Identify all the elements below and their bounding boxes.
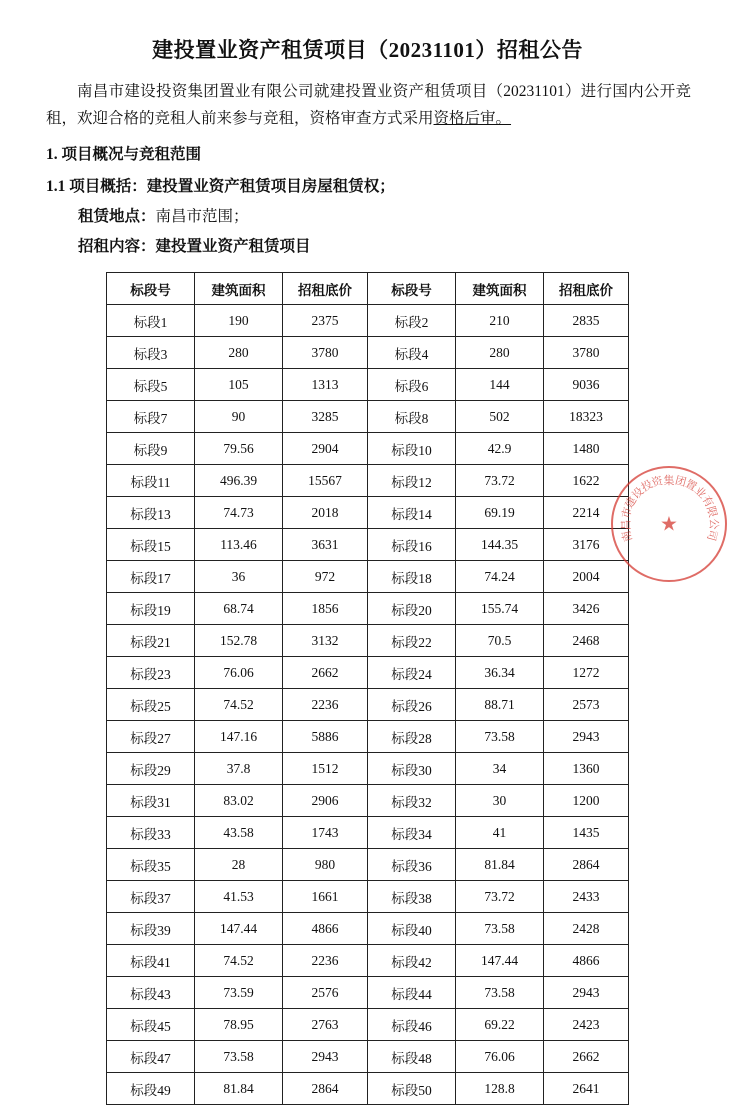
table-row (107, 1009, 629, 1041)
seal-char: 设 (630, 484, 648, 502)
column-header-price-1: 招租底价 (283, 273, 368, 305)
cell-area: 147.44 (195, 913, 283, 945)
table-row (107, 369, 629, 401)
cell-lot: 标段7 (107, 401, 195, 433)
cell-lot: 标段48 (368, 1041, 456, 1073)
cell-area: 81.84 (195, 1073, 283, 1105)
cell-area: 152.78 (195, 625, 283, 657)
cell-area: 69.22 (456, 1009, 544, 1041)
cell-lot: 标段34 (368, 817, 456, 849)
seal-char: 建 (623, 494, 641, 511)
cell-area: 36 (195, 561, 283, 593)
table-row (107, 561, 629, 593)
table-row (107, 497, 629, 529)
cell-area: 147.44 (456, 945, 544, 977)
cell-lot: 标段38 (368, 881, 456, 913)
section-heading-1: 1. 项目概况与竞租范围 (46, 146, 202, 163)
cell-area: 73.72 (456, 881, 544, 913)
cell-area: 73.58 (456, 913, 544, 945)
cell-price: 2864 (283, 1073, 368, 1105)
cell-area: 190 (195, 305, 283, 337)
cell-price: 2641 (544, 1073, 629, 1105)
cell-area: 90 (195, 401, 283, 433)
cell-lot: 标段39 (107, 913, 195, 945)
cell-area: 83.02 (195, 785, 283, 817)
cell-area: 105 (195, 369, 283, 401)
cell-area: 73.58 (456, 721, 544, 753)
cell-lot: 标段46 (368, 1009, 456, 1041)
cell-area: 78.95 (195, 1009, 283, 1041)
cell-price: 2943 (544, 977, 629, 1009)
cell-price: 1313 (283, 369, 368, 401)
cell-lot: 标段24 (368, 657, 456, 689)
seal-char: 公 (707, 518, 719, 530)
cell-lot: 标段49 (107, 1073, 195, 1105)
seal-star-icon: ★ (660, 513, 678, 536)
cell-lot: 标段3 (107, 337, 195, 369)
seal-char: 市 (620, 505, 635, 521)
rent-content-value: 建投置业资产租赁项目 (155, 238, 311, 255)
cell-price: 2904 (283, 433, 368, 465)
cell-price: 2864 (544, 849, 629, 881)
cell-lot: 标段2 (368, 305, 456, 337)
cell-lot: 标段14 (368, 497, 456, 529)
cell-area: 30 (456, 785, 544, 817)
cell-lot: 标段22 (368, 625, 456, 657)
cell-price: 3426 (544, 593, 629, 625)
seal-char: 限 (704, 505, 719, 521)
cell-lot: 标段32 (368, 785, 456, 817)
cell-lot: 标段50 (368, 1073, 456, 1105)
cell-price: 1743 (283, 817, 368, 849)
column-header-lot-2: 标段号 (368, 273, 456, 305)
cell-lot: 标段20 (368, 593, 456, 625)
table-row (107, 593, 629, 625)
table-row (107, 689, 629, 721)
cell-lot: 标段9 (107, 433, 195, 465)
table-row (107, 881, 629, 913)
cell-price: 4866 (283, 913, 368, 945)
cell-area: 73.72 (456, 465, 544, 497)
cell-price: 2214 (544, 497, 629, 529)
cell-area: 155.74 (456, 593, 544, 625)
cell-area: 41 (456, 817, 544, 849)
cell-price: 2468 (544, 625, 629, 657)
cell-price: 15567 (283, 465, 368, 497)
cell-area: 113.46 (195, 529, 283, 561)
company-seal (611, 466, 727, 582)
cell-price: 3176 (544, 529, 629, 561)
cell-price: 1360 (544, 753, 629, 785)
cell-price: 2573 (544, 689, 629, 721)
table-row (107, 657, 629, 689)
table-row (107, 625, 629, 657)
cell-area: 41.53 (195, 881, 283, 913)
table-row (107, 1041, 629, 1073)
cell-price: 3285 (283, 401, 368, 433)
cell-price: 2433 (544, 881, 629, 913)
cell-area: 88.71 (456, 689, 544, 721)
rent-location-label: 租赁地点： (78, 208, 156, 225)
cell-price: 2662 (283, 657, 368, 689)
project-overview-line (46, 172, 735, 202)
cell-price: 18323 (544, 401, 629, 433)
cell-price: 2763 (283, 1009, 368, 1041)
cell-price: 980 (283, 849, 368, 881)
cell-area: 74.52 (195, 689, 283, 721)
table-row (107, 305, 629, 337)
table-body (107, 305, 629, 1105)
table-row (107, 913, 629, 945)
seal-char: 南 (620, 527, 635, 543)
cell-area: 144 (456, 369, 544, 401)
table-header-row (107, 273, 629, 305)
cell-lot: 标段10 (368, 433, 456, 465)
cell-lot: 标段19 (107, 593, 195, 625)
cell-price: 2018 (283, 497, 368, 529)
cell-area: 79.56 (195, 433, 283, 465)
cell-area: 34 (456, 753, 544, 785)
cell-area: 28 (195, 849, 283, 881)
cell-area: 69.19 (456, 497, 544, 529)
cell-lot: 标段25 (107, 689, 195, 721)
cell-lot: 标段28 (368, 721, 456, 753)
project-overview-label: 1.1 项目概括： (46, 178, 147, 195)
cell-price: 2943 (283, 1041, 368, 1073)
intro-text: 南昌市建设投资集团置业有限公司就建投置业资产租赁项目（20231101）进行国内公开竞租，欢迎合格的竞租人前来参与竞租，资格审查方式采用资格后审。 (46, 83, 691, 127)
table-row (107, 945, 629, 977)
cell-price: 5886 (283, 721, 368, 753)
cell-area: 37.8 (195, 753, 283, 785)
cell-price: 2835 (544, 305, 629, 337)
column-header-lot-1: 标段号 (107, 273, 195, 305)
column-header-area-2: 建筑面积 (456, 273, 544, 305)
cell-area: 280 (195, 337, 283, 369)
cell-lot: 标段36 (368, 849, 456, 881)
cell-lot: 标段5 (107, 369, 195, 401)
rent-location-value: 南昌市范围； (155, 208, 249, 225)
cell-lot: 标段27 (107, 721, 195, 753)
cell-area: 73.58 (195, 1041, 283, 1073)
cell-price: 1622 (544, 465, 629, 497)
cell-price: 1856 (283, 593, 368, 625)
table-row (107, 1073, 629, 1105)
cell-lot: 标段13 (107, 497, 195, 529)
cell-lot: 标段35 (107, 849, 195, 881)
cell-area: 73.58 (456, 977, 544, 1009)
rent-content-label: 招租内容： (78, 238, 156, 255)
cell-lot: 标段41 (107, 945, 195, 977)
cell-price: 2428 (544, 913, 629, 945)
cell-area: 68.74 (195, 593, 283, 625)
cell-price: 1435 (544, 817, 629, 849)
cell-lot: 标段31 (107, 785, 195, 817)
cell-price: 1661 (283, 881, 368, 913)
cell-area: 36.34 (456, 657, 544, 689)
cell-lot: 标段42 (368, 945, 456, 977)
cell-area: 81.84 (456, 849, 544, 881)
cell-price: 3780 (283, 337, 368, 369)
table-row (107, 529, 629, 561)
cell-lot: 标段18 (368, 561, 456, 593)
cell-area: 70.5 (456, 625, 544, 657)
table-row (107, 785, 629, 817)
cell-lot: 标段26 (368, 689, 456, 721)
cell-price: 2236 (283, 689, 368, 721)
rent-location-line (78, 202, 735, 232)
cell-lot: 标段4 (368, 337, 456, 369)
seal-char: 昌 (620, 518, 632, 530)
cell-price: 2662 (544, 1041, 629, 1073)
cell-area: 496.39 (195, 465, 283, 497)
cell-area: 42.9 (456, 433, 544, 465)
cell-price: 1200 (544, 785, 629, 817)
cell-area: 502 (456, 401, 544, 433)
cell-lot: 标段1 (107, 305, 195, 337)
table-row (107, 337, 629, 369)
cell-area: 74.24 (456, 561, 544, 593)
cell-lot: 标段45 (107, 1009, 195, 1041)
cell-lot: 标段11 (107, 465, 195, 497)
cell-price: 2375 (283, 305, 368, 337)
table-row (107, 977, 629, 1009)
cell-area: 76.06 (195, 657, 283, 689)
cell-price: 2906 (283, 785, 368, 817)
cell-lot: 标段8 (368, 401, 456, 433)
cell-price: 2943 (544, 721, 629, 753)
cell-price: 2004 (544, 561, 629, 593)
seal-char: 置 (683, 478, 700, 495)
seal-char: 有 (698, 494, 716, 511)
seal-char: 资 (650, 474, 666, 490)
cell-lot: 标段29 (107, 753, 195, 785)
cell-lot: 标段40 (368, 913, 456, 945)
cell-lot: 标段47 (107, 1041, 195, 1073)
lots-table (106, 272, 629, 1105)
table-row (107, 817, 629, 849)
table-row (107, 401, 629, 433)
seal-char: 投 (639, 478, 656, 495)
table-row (107, 753, 629, 785)
intro-paragraph (46, 78, 691, 132)
seal-char: 团 (673, 474, 689, 490)
cell-price: 3132 (283, 625, 368, 657)
cell-area: 128.8 (456, 1073, 544, 1105)
seal-char: 集 (663, 474, 676, 487)
cell-area: 210 (456, 305, 544, 337)
rent-content-line (78, 232, 735, 262)
page-title: 建投置业资产租赁项目（20231101）招租公告 (152, 38, 583, 62)
table-row (107, 849, 629, 881)
cell-area: 74.73 (195, 497, 283, 529)
project-overview-value: 建投置业资产租赁项目房屋租赁权； (146, 178, 395, 195)
cell-lot: 标段37 (107, 881, 195, 913)
table-row (107, 465, 629, 497)
table-row (107, 721, 629, 753)
seal-char: 司 (704, 527, 719, 543)
cell-price: 972 (283, 561, 368, 593)
cell-price: 3780 (544, 337, 629, 369)
column-header-area-1: 建筑面积 (195, 273, 283, 305)
cell-price: 1272 (544, 657, 629, 689)
cell-lot: 标段16 (368, 529, 456, 561)
cell-area: 280 (456, 337, 544, 369)
cell-price: 4866 (544, 945, 629, 977)
cell-lot: 标段17 (107, 561, 195, 593)
cell-lot: 标段23 (107, 657, 195, 689)
cell-lot: 标段43 (107, 977, 195, 1009)
cell-lot: 标段30 (368, 753, 456, 785)
document-page (0, 34, 735, 1098)
cell-price: 3631 (283, 529, 368, 561)
cell-area: 76.06 (456, 1041, 544, 1073)
cell-price: 1480 (544, 433, 629, 465)
cell-price: 2236 (283, 945, 368, 977)
cell-price: 2423 (544, 1009, 629, 1041)
seal-char: 业 (691, 484, 709, 502)
cell-lot: 标段6 (368, 369, 456, 401)
cell-lot: 标段44 (368, 977, 456, 1009)
table-row (107, 433, 629, 465)
cell-lot: 标段21 (107, 625, 195, 657)
cell-lot: 标段33 (107, 817, 195, 849)
cell-area: 147.16 (195, 721, 283, 753)
cell-area: 74.52 (195, 945, 283, 977)
cell-area: 43.58 (195, 817, 283, 849)
intro-underlined-text: 资格后审。 (433, 110, 512, 127)
cell-area: 73.59 (195, 977, 283, 1009)
cell-lot: 标段12 (368, 465, 456, 497)
cell-price: 2576 (283, 977, 368, 1009)
cell-price: 1512 (283, 753, 368, 785)
cell-price: 9036 (544, 369, 629, 401)
cell-lot: 标段15 (107, 529, 195, 561)
column-header-price-2: 招租底价 (544, 273, 629, 305)
cell-area: 144.35 (456, 529, 544, 561)
